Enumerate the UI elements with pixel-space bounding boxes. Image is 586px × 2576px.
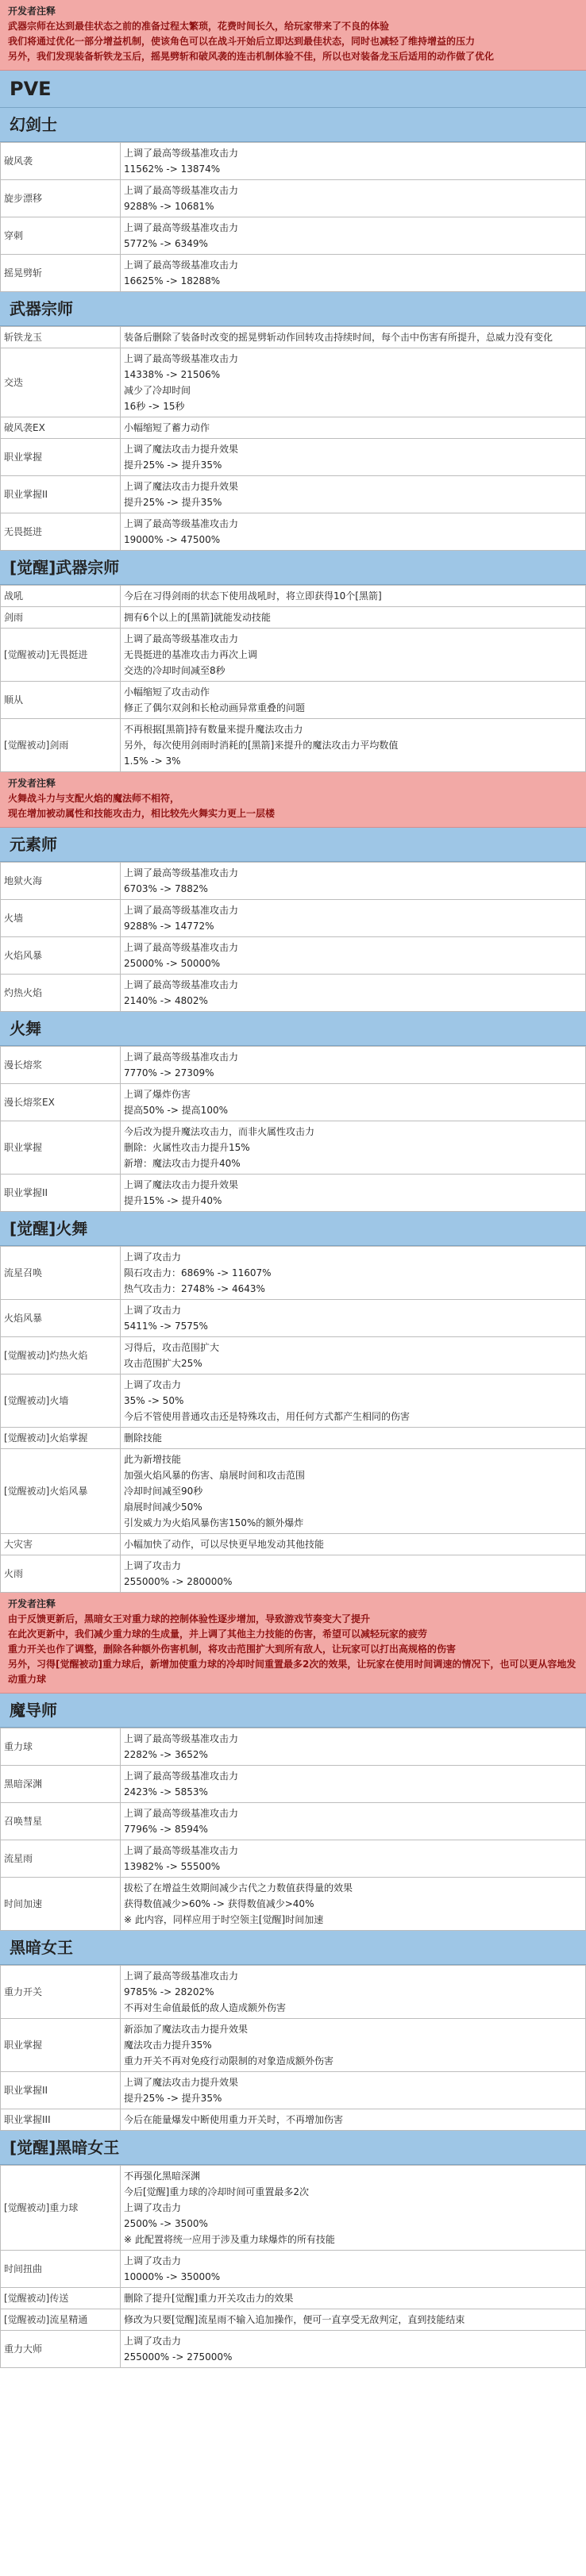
skill-change xyxy=(121,513,586,551)
skill-name: 大灾害 xyxy=(1,1534,121,1555)
skill-change xyxy=(121,1084,586,1121)
skill-change xyxy=(121,863,586,900)
skill-change xyxy=(121,217,586,255)
skill-change xyxy=(121,417,586,439)
skill-table xyxy=(0,1246,586,1593)
skill-change-line: 上调了攻击力 xyxy=(124,1305,182,1316)
skill-row xyxy=(1,1449,586,1534)
skill-name: 顺从 xyxy=(1,682,121,719)
skill-change-line: 2282% -> 3652% xyxy=(124,1749,208,1760)
skill-row xyxy=(1,1428,586,1449)
skill-name: 破风袭 xyxy=(1,143,121,180)
skill-change xyxy=(121,1878,586,1931)
skill-row xyxy=(1,629,586,682)
developer-note xyxy=(0,1593,586,1694)
skill-change xyxy=(121,1728,586,1766)
skill-change xyxy=(121,1375,586,1428)
skill-row xyxy=(1,1084,586,1121)
skill-change-line: 9288% -> 14772% xyxy=(124,921,214,932)
skill-row xyxy=(1,2166,586,2251)
skill-change xyxy=(121,1534,586,1555)
skill-name: 漫长熔浆EX xyxy=(1,1084,121,1121)
skill-table xyxy=(0,585,586,772)
skill-name: 无畏挺进 xyxy=(1,513,121,551)
skill-name: 职业掌握II xyxy=(1,476,121,513)
skill-change xyxy=(121,2331,586,2368)
skill-change-line: 25000% -> 50000% xyxy=(124,958,221,969)
skill-name: 职业掌握II xyxy=(1,1175,121,1212)
skill-row xyxy=(1,1728,586,1766)
skill-change xyxy=(121,1966,586,2019)
skill-table xyxy=(0,1046,586,1212)
skill-change-line: 2140% -> 4802% xyxy=(124,995,208,1006)
skill-change-line: 上调了最高等级基准攻击力 xyxy=(124,148,239,159)
skill-change-line: 小幅缩短了攻击动作 xyxy=(124,686,210,698)
skill-name: 火雨 xyxy=(1,1555,121,1593)
skill-change xyxy=(121,1300,586,1337)
skill-change-line: 修改为只要[觉醒]流星雨不输入追加操作，便可一直享受无敌判定，直到技能结束 xyxy=(124,2314,465,2325)
skill-name: [觉醒被动]传送 xyxy=(1,2288,121,2309)
skill-change-line: 今后改为提升魔法攻击力，而非火属性攻击力 xyxy=(124,1126,315,1137)
skill-table xyxy=(0,862,586,1012)
skill-row xyxy=(1,2288,586,2309)
skill-change xyxy=(121,1449,586,1534)
skill-row xyxy=(1,863,586,900)
skill-name: 黑暗深渊 xyxy=(1,1766,121,1803)
skill-change-line: 攻击范围扩大25% xyxy=(124,1358,202,1369)
class-header: [觉醒]黑暗女王 xyxy=(0,2131,586,2165)
skill-row xyxy=(1,2072,586,2109)
developer-note-title: 开发者注释 xyxy=(8,6,56,17)
skill-name: [觉醒被动]重力球 xyxy=(1,2166,121,2251)
skill-change-line: 重力开关不再对免疫行动限制的对象造成额外伤害 xyxy=(124,2055,334,2067)
skill-table xyxy=(0,2165,586,2368)
skill-row xyxy=(1,1966,586,2019)
skill-name: 火焰风暴 xyxy=(1,1300,121,1337)
skill-change-line: 上调了爆炸伤害 xyxy=(124,1089,191,1100)
skill-change xyxy=(121,143,586,180)
skill-change-line: 提升15% -> 提升40% xyxy=(124,1195,222,1206)
skill-name: 时间加速 xyxy=(1,1878,121,1931)
skill-change-line: 255000% -> 275000% xyxy=(124,2351,233,2363)
skill-table xyxy=(0,326,586,551)
skill-change-line: 255000% -> 280000% xyxy=(124,1576,233,1587)
skill-name: [觉醒被动]火墙 xyxy=(1,1375,121,1428)
skill-name: 流星雨 xyxy=(1,1840,121,1878)
class-header: [觉醒]火舞 xyxy=(0,1212,586,1246)
skill-change-line: 上调了魔法攻击力提升效果 xyxy=(124,481,239,492)
skill-row xyxy=(1,1337,586,1375)
skill-change-line: 9288% -> 10681% xyxy=(124,201,214,212)
skill-change xyxy=(121,1047,586,1084)
skill-name: 破风袭EX xyxy=(1,417,121,439)
skill-change-line: 今后不管使用普通攻击还是特殊攻击，用任何方式都产生相同的伤害 xyxy=(124,1411,411,1422)
developer-note-line: 现在增加被动属性和技能攻击力，相比较先火舞实力更上一层楼 xyxy=(8,808,276,819)
skill-change xyxy=(121,682,586,719)
skill-change xyxy=(121,2072,586,2109)
developer-note-title: 开发者注释 xyxy=(8,1598,56,1609)
skill-change xyxy=(121,1121,586,1175)
skill-row xyxy=(1,1878,586,1931)
skill-row xyxy=(1,439,586,476)
skill-change xyxy=(121,1175,586,1212)
skill-row xyxy=(1,217,586,255)
skill-change-line: 上调了最高等级基准攻击力 xyxy=(124,867,239,879)
skill-name: 召唤彗星 xyxy=(1,1803,121,1840)
developer-note-line: 我们将通过优化一部分增益机制，使该角色可以在战斗开始后立即达到最佳状态，同时也减轻了维持增益的压力 xyxy=(8,36,476,47)
skill-change xyxy=(121,607,586,629)
developer-note-line: 由于反馈更新后，黑暗女王对重力球的控制体验性逐步增加，导致游戏节奏变大了提升 xyxy=(8,1613,371,1624)
skill-name: 漫长熔浆 xyxy=(1,1047,121,1084)
skill-change xyxy=(121,2109,586,2131)
skill-row xyxy=(1,1534,586,1555)
skill-change-line: 减少了冷却时间 xyxy=(124,385,191,396)
skill-change xyxy=(121,1337,586,1375)
skill-row xyxy=(1,348,586,417)
skill-change-line: 35% -> 50% xyxy=(124,1395,184,1406)
skill-change-line: 上调了最高等级基准攻击力 xyxy=(124,222,239,233)
skill-name: 灼热火焰 xyxy=(1,975,121,1012)
skill-row xyxy=(1,327,586,348)
class-header: 黑暗女王 xyxy=(0,1931,586,1965)
developer-note-line: 另外，习得[觉醒被动]重力球后，新增加使重力球的冷却时间重置最多2次的效果，让玩家在使用时间调速的情况下，也可以更从容地发动重力球 xyxy=(8,1659,576,1685)
skill-change xyxy=(121,348,586,417)
skill-change-line: 新添加了魔法攻击力提升效果 xyxy=(124,2024,249,2035)
skill-change-line: 今后[觉醒]重力球的冷却时间可重置最多2次 xyxy=(124,2186,309,2197)
skill-change-line: 装备后删除了装备时改变的摇晃劈斩动作回转攻击持续时间，每个击中伤害有所提升，总威力没有变化 xyxy=(124,332,553,343)
skill-row xyxy=(1,975,586,1012)
skill-change-line: 上调了最高等级基准攻击力 xyxy=(124,1845,239,1856)
skill-change-line: 9785% -> 28202% xyxy=(124,1986,214,1997)
skill-change-line: 上调了魔法攻击力提升效果 xyxy=(124,444,239,455)
skill-row xyxy=(1,180,586,217)
skill-change xyxy=(121,719,586,772)
skill-name: 职业掌握 xyxy=(1,439,121,476)
skill-row xyxy=(1,1300,586,1337)
skill-row xyxy=(1,417,586,439)
skill-change xyxy=(121,2251,586,2288)
skill-change-line: 上调了最高等级基准攻击力 xyxy=(124,518,239,529)
skill-row xyxy=(1,1555,586,1593)
developer-note xyxy=(0,0,586,71)
developer-note-line: 另外，我们发现装备斩铁龙玉后，摇晃劈斩和破风袭的连击机制体验不佳，所以也对装备龙玉后适用的动作做了优化 xyxy=(8,51,495,62)
skill-change-line: 不再对生命值最低的敌人造成额外伤害 xyxy=(124,2002,287,2013)
skill-change-line: 上调了攻击力 xyxy=(124,2202,182,2213)
skill-change xyxy=(121,937,586,975)
skill-row xyxy=(1,1175,586,1212)
developer-note xyxy=(0,772,586,828)
skill-change-line: 习得后，攻击范围扩大 xyxy=(124,1342,220,1353)
skill-change-line: 删除了提升[觉醒]重力开关攻击力的效果 xyxy=(124,2293,294,2304)
skill-change-line: 拔松了在增益生效期间减少古代之力数值获得量的效果 xyxy=(124,1882,353,1894)
skill-row xyxy=(1,682,586,719)
skill-change-line: 删除技能 xyxy=(124,1432,163,1444)
skill-change-line: 加强火焰风暴的伤害、扇展时间和攻击范围 xyxy=(124,1470,306,1481)
class-header: 武器宗师 xyxy=(0,292,586,326)
skill-change-line: 不再根据[黑箭]持有数量来提升魔法攻击力 xyxy=(124,724,303,735)
skill-change-line: 提升25% -> 提升35% xyxy=(124,459,222,471)
skill-table xyxy=(0,142,586,292)
skill-change-line: 热气攻击力：2748% -> 4643% xyxy=(124,1283,265,1294)
class-header: 元素师 xyxy=(0,828,586,862)
skill-name: 职业掌握 xyxy=(1,2019,121,2072)
skill-change-line: 14338% -> 21506% xyxy=(124,369,221,380)
class-header: 火舞 xyxy=(0,1012,586,1046)
skill-name: [觉醒被动]灼热火焰 xyxy=(1,1337,121,1375)
skill-name: 地狱火海 xyxy=(1,863,121,900)
developer-note-title: 开发者注释 xyxy=(8,778,56,789)
skill-name: [觉醒被动]剑雨 xyxy=(1,719,121,772)
skill-name: 流星召唤 xyxy=(1,1247,121,1300)
skill-change-line: 上调了魔法攻击力提升效果 xyxy=(124,2077,239,2088)
skill-row xyxy=(1,2109,586,2131)
class-header: 幻剑士 xyxy=(0,108,586,142)
skill-name: 交迭 xyxy=(1,348,121,417)
skill-name: 职业掌握 xyxy=(1,1121,121,1175)
developer-note-line: 重力开关也作了调整，删除各种额外伤害机制，将攻击范围扩大到所有敌人，让玩家可以打出高规格的伤害 xyxy=(8,1644,457,1655)
skill-name: [觉醒被动]火焰风暴 xyxy=(1,1449,121,1534)
skill-change xyxy=(121,1803,586,1840)
skill-change-line: 7770% -> 27309% xyxy=(124,1067,214,1078)
skill-name: [觉醒被动]火焰掌握 xyxy=(1,1428,121,1449)
skill-change xyxy=(121,476,586,513)
skill-name: 职业掌握III xyxy=(1,2109,121,2131)
skill-change-line: 上调了攻击力 xyxy=(124,2336,182,2347)
skill-change-line: 另外，每次使用剑雨时消耗的[黑箭]来提升的魔法攻击力平均数值 xyxy=(124,740,399,751)
skill-row xyxy=(1,2331,586,2368)
skill-change-line: 上调了最高等级基准攻击力 xyxy=(124,185,239,196)
skill-row xyxy=(1,2251,586,2288)
skill-change-line: 修正了偶尔双剑和长枪动画异常重叠的问题 xyxy=(124,702,306,713)
skill-row xyxy=(1,1766,586,1803)
skill-change-line: 16秒 -> 15秒 xyxy=(124,401,185,412)
skill-change-line: 新增：魔法攻击力提升40% xyxy=(124,1158,241,1169)
skill-change-line: 1.5% -> 3% xyxy=(124,755,181,767)
skill-row xyxy=(1,2019,586,2072)
skill-change-line: 7796% -> 8594% xyxy=(124,1824,208,1835)
skill-change-line: 陨石攻击力：6869% -> 11607% xyxy=(124,1267,272,1278)
skill-name: 摇晃劈斩 xyxy=(1,255,121,292)
skill-change xyxy=(121,1428,586,1449)
skill-change-line: 上调了最高等级基准攻击力 xyxy=(124,353,239,364)
skill-change-line: 上调了最高等级基准攻击力 xyxy=(124,1970,239,1982)
skill-change-line: 上调了最高等级基准攻击力 xyxy=(124,1733,239,1744)
skill-change-line: 上调了最高等级基准攻击力 xyxy=(124,633,239,644)
skill-change-line: 16625% -> 18288% xyxy=(124,275,221,286)
skill-row xyxy=(1,1840,586,1878)
skill-change-line: 上调了最高等级基准攻击力 xyxy=(124,905,239,916)
skill-change-line: 上调了最高等级基准攻击力 xyxy=(124,942,239,953)
skill-change-line: 5411% -> 7575% xyxy=(124,1321,208,1332)
skill-change xyxy=(121,439,586,476)
skill-change-line: 10000% -> 35000% xyxy=(124,2271,221,2282)
skill-change-line: 不再强化黑暗深渊 xyxy=(124,2170,201,2182)
developer-note-line: 武器宗师在达到最佳状态之前的准备过程太繁琐，花费时间长久，给玩家带来了不良的体验 xyxy=(8,21,390,32)
skill-name: [觉醒被动]无畏挺进 xyxy=(1,629,121,682)
skill-row xyxy=(1,255,586,292)
skill-change-line: 小幅缩短了蓄力动作 xyxy=(124,422,210,433)
skill-change-line: 2500% -> 3500% xyxy=(124,2218,208,2229)
skill-change-line: 今后在习得剑雨的状态下使用战吼时，将立即获得10个[黑箭] xyxy=(124,590,382,602)
skill-change-line: 小幅加快了动作，可以尽快更早地发动其他技能 xyxy=(124,1539,325,1550)
skill-row xyxy=(1,586,586,607)
skill-change xyxy=(121,1555,586,1593)
skill-change-line: 13982% -> 55500% xyxy=(124,1861,221,1872)
skill-change-line: 上调了最高等级基准攻击力 xyxy=(124,1052,239,1063)
skill-name: 火焰风暴 xyxy=(1,937,121,975)
skill-table xyxy=(0,1728,586,1931)
skill-change-line: 19000% -> 47500% xyxy=(124,534,221,545)
skill-change xyxy=(121,900,586,937)
skill-change xyxy=(121,2309,586,2331)
skill-change xyxy=(121,327,586,348)
skill-change-line: 交迭的冷却时间减至8秒 xyxy=(124,665,226,676)
skill-change-line: 冷却时间减至90秒 xyxy=(124,1486,203,1497)
skill-name: 时间扭曲 xyxy=(1,2251,121,2288)
skill-change xyxy=(121,1247,586,1300)
skill-name: 剑雨 xyxy=(1,607,121,629)
skill-change xyxy=(121,629,586,682)
skill-change-line: 魔法攻击力提升35% xyxy=(124,2040,212,2051)
skill-name: 旋步漂移 xyxy=(1,180,121,217)
skill-change-line: 上调了攻击力 xyxy=(124,1251,182,1263)
class-header: 魔导师 xyxy=(0,1694,586,1728)
skill-change-line: 提高50% -> 提高100% xyxy=(124,1105,228,1116)
skill-row xyxy=(1,1121,586,1175)
developer-note-line: 在此次更新中，我们减少重力球的生成量，并上调了其他主力技能的伤害，希望可以减轻玩家的疲劳 xyxy=(8,1628,428,1640)
skill-name: 重力大师 xyxy=(1,2331,121,2368)
skill-row xyxy=(1,607,586,629)
skill-row xyxy=(1,1047,586,1084)
skill-change-line: 11562% -> 13874% xyxy=(124,163,221,175)
skill-change-line: 上调了攻击力 xyxy=(124,1560,182,1571)
skill-change-line: 上调了魔法攻击力提升效果 xyxy=(124,1179,239,1190)
skill-change xyxy=(121,180,586,217)
skill-change-line: 获得数值减少>60% -> 获得数值减少>40% xyxy=(124,1898,314,1909)
skill-change-line: 提升25% -> 提升35% xyxy=(124,2093,222,2104)
skill-row xyxy=(1,1803,586,1840)
skill-change-line: 此为新增技能 xyxy=(124,1454,182,1465)
skill-row xyxy=(1,1375,586,1428)
skill-change-line: 无畏挺进的基准攻击力再次上调 xyxy=(124,649,258,660)
skill-change-line: 拥有6个以上的[黑箭]就能发动技能 xyxy=(124,612,271,623)
skill-change-line: ※ 此内容，同样应用于时空领主[觉醒]时间加速 xyxy=(124,1914,324,1925)
skill-change-line: 2423% -> 5853% xyxy=(124,1786,208,1797)
skill-change xyxy=(121,2019,586,2072)
skill-name: 火墙 xyxy=(1,900,121,937)
skill-change xyxy=(121,975,586,1012)
skill-table xyxy=(0,1965,586,2131)
skill-row xyxy=(1,719,586,772)
skill-change-line: 今后在能量爆发中断使用重力开关时，不再增加伤害 xyxy=(124,2114,344,2125)
skill-name: [觉醒被动]流星精通 xyxy=(1,2309,121,2331)
skill-change-line: 上调了最高等级基准攻击力 xyxy=(124,1771,239,1782)
skill-change-line: 引发威力为火焰风暴伤害150%的额外爆炸 xyxy=(124,1517,304,1528)
skill-change xyxy=(121,2166,586,2251)
skill-name: 战吼 xyxy=(1,586,121,607)
skill-change-line: 上调了最高等级基准攻击力 xyxy=(124,260,239,271)
skill-change-line: 提升25% -> 提升35% xyxy=(124,497,222,508)
skill-row xyxy=(1,476,586,513)
skill-row xyxy=(1,143,586,180)
skill-change-line: 上调了攻击力 xyxy=(124,2255,182,2266)
section-title-pve: PVE xyxy=(0,71,586,108)
skill-name: 重力开关 xyxy=(1,1966,121,2019)
developer-note-line: 火舞战斗力与支配火焰的魔法师不相符， xyxy=(8,793,180,804)
skill-name: 穿刺 xyxy=(1,217,121,255)
skill-change-line: 上调了最高等级基准攻击力 xyxy=(124,1808,239,1819)
skill-name: 斩铁龙玉 xyxy=(1,327,121,348)
skill-name: 重力球 xyxy=(1,1728,121,1766)
skill-change xyxy=(121,1840,586,1878)
skill-name: 职业掌握II xyxy=(1,2072,121,2109)
skill-change xyxy=(121,2288,586,2309)
skill-change-line: 6703% -> 7882% xyxy=(124,883,208,894)
skill-row xyxy=(1,937,586,975)
skill-row xyxy=(1,900,586,937)
skill-change-line: 删除：火属性攻击力提升15% xyxy=(124,1142,250,1153)
skill-change-line: ※ 此配置将统一应用于涉及重力球爆炸的所有技能 xyxy=(124,2234,335,2245)
skill-row xyxy=(1,2309,586,2331)
skill-change xyxy=(121,255,586,292)
skill-change xyxy=(121,1766,586,1803)
skill-change-line: 扇展时间减少50% xyxy=(124,1501,202,1513)
skill-change-line: 上调了最高等级基准攻击力 xyxy=(124,979,239,990)
skill-row xyxy=(1,513,586,551)
skill-change-line: 5772% -> 6349% xyxy=(124,238,208,249)
skill-change-line: 上调了攻击力 xyxy=(124,1379,182,1390)
skill-row xyxy=(1,1247,586,1300)
skill-change xyxy=(121,586,586,607)
class-header: [觉醒]武器宗师 xyxy=(0,551,586,585)
